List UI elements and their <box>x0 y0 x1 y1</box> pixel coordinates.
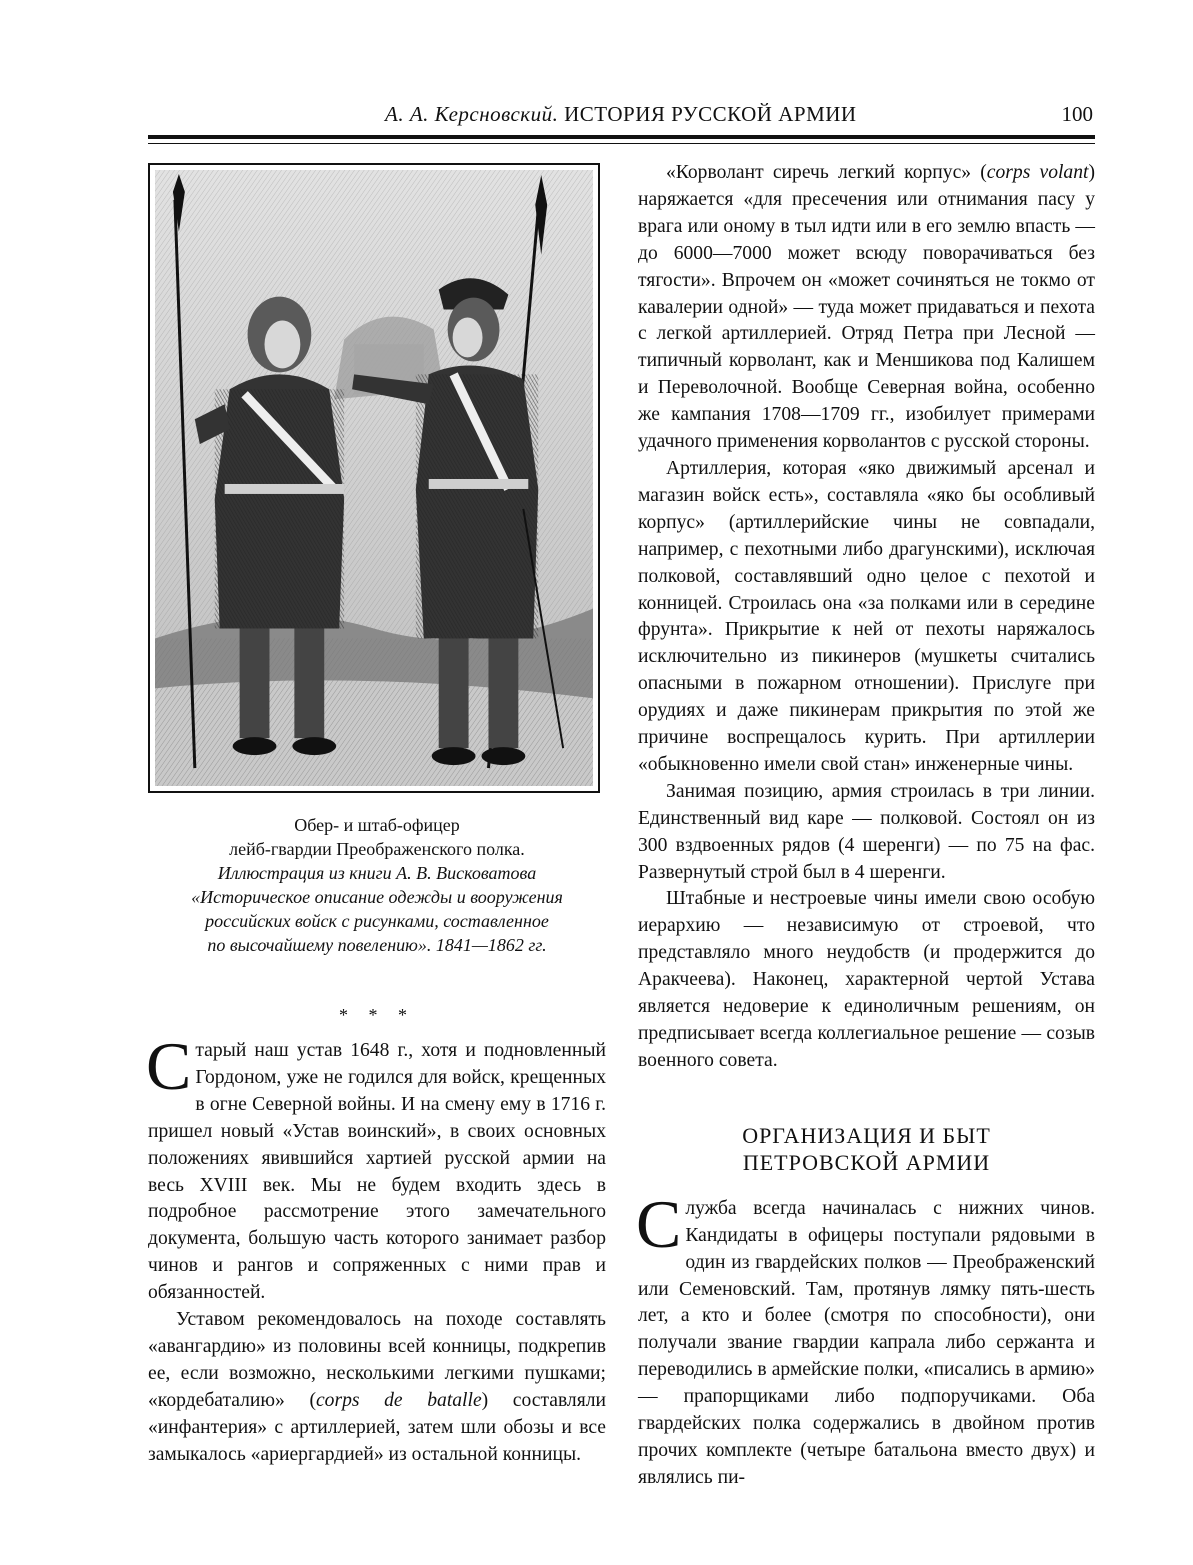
paragraph <box>638 160 1095 456</box>
illustration-frame <box>148 163 600 793</box>
section-separator: * * * <box>339 1005 415 1025</box>
figure-caption <box>148 813 606 957</box>
caption-source-line: Иллюстрация из книги А. В. Висковатова <box>217 863 537 883</box>
section-title <box>638 1122 1095 1176</box>
right-column <box>638 160 1095 1492</box>
header-book-title: ИСТОРИЯ РУССКОЙ АРМИИ <box>564 102 857 126</box>
header-rule-thick <box>148 135 1095 139</box>
drop-cap: С <box>636 1185 682 1262</box>
paragraph <box>148 1307 606 1468</box>
paragraph-text: тарый наш устав 1648 г., хотя и подновленный Гордоном, уже не годился для войск, крещенных в огне Северной войны. И на смену ему в 1716 г. пришел новый «Устав воинский», в своих основных положениях явившийся хартией русской армии на весь XVIII век. Мы не будем входить здесь в подробное рассмотрение этого замечательного документа, большую часть которого занимает разбор чинов и рангов и сопряженных с ними прав и обязанностей. <box>148 1040 606 1304</box>
caption-source-line: «Историческое описание одежды и вооружения <box>191 887 563 907</box>
paragraph-text: ) наряжается «для пресечения или отнимания пасу у врага или оному в тыл идти или в его землю впасть — до 6000—7000 может всюду поворачиваться без тягости». Впрочем он «может сочиняться не токмо от кавалерии одной» — туда может придаваться и пехота с легкой артиллерией. Отряд Петра при Лесной — типичный корволант, как и Меншикова под Калишем и Переволочной. Вообще Северная война, особенно же кампания 1708—1709 гг., изобилует примерами удачного применения корволантов с русской стороны. <box>638 162 1096 453</box>
section-title-line: ПЕТРОВСКОЙ АРМИИ <box>742 1149 991 1175</box>
header-author: А. А. Керсновский. <box>385 102 559 126</box>
running-title <box>385 102 857 127</box>
paragraph <box>146 1028 606 1307</box>
paragraph-text: «Корволант сиречь легкий корпус» ( <box>666 162 987 183</box>
paragraph: Артиллерия, которая «яко движимый арсенал и магазин войск есть», составляла «яко бы особливый корпус» (артиллерийские чины не совпадали, например, с пехотными либо драгунскими), исключая полковой, составлявший одно целое с пехотой и конницей. Строилась она «за полками или в середине фрунта». Прикрытие к ней от пехоты наряжалось исключительно из пикинеров (мушкеты считались опасными в пожарном отношении). Прислуге при орудиях и даже пикинерам прикрытия по этой же причине воспрещалось курить. При артиллерии «обыкновенно имели свой стан» инженерные чины. <box>638 457 1095 775</box>
section-title-line: ОРГАНИЗАЦИЯ И БЫТ <box>742 1122 991 1148</box>
drop-cap: С <box>146 1028 192 1104</box>
caption-source-line: российских войск с рисунками, составленное <box>205 911 549 931</box>
paragraph-text: ) составляли «инфантерия» с артиллерией, затем шли обозы и все замыкалось «ариергардией» из остальной конницы. <box>148 1389 606 1465</box>
latin-term: corps de batalle <box>315 1389 482 1411</box>
paragraph-text: лужба всегда начиналась с нижних чинов. Кандидаты в офицеры поступали рядовыми в один из гвардейских полков — Преображенский или Семеновский. Там, протянув лямку пять-шесть лет, а кто и более (смотря по способности), они получали звание гвардии капрала либо сержанта и переводились в армейские полки, «писались в армию» — прапорщиками либо подпоручиками. Оба гвардейских полка содержались в двойном против прочих комплекте (четыре батальона вместо двух) и являлись пи- <box>638 1197 1095 1488</box>
caption-source-line: по высочайшему повелению». 1841—1862 гг. <box>207 935 547 955</box>
paragraph-text: Уставом рекомендовалось на походе составлять «авангардию» из половины всей конницы, подкрепив ее, если возможно, несколькими легкими пушками; «кордебаталию» ( <box>148 1309 606 1411</box>
caption-line: лейб-гвардии Преображенского полка. <box>229 839 525 859</box>
page-number: 100 <box>1061 102 1093 126</box>
header-rule-thin <box>148 143 1095 144</box>
running-header <box>150 100 1095 130</box>
left-column <box>148 163 606 1469</box>
engraving-two-officers-icon <box>155 170 593 786</box>
caption-line: Обер- и штаб-офицер <box>294 815 460 835</box>
paragraph: Штабные и нестроевые чины имели свою особую иерархию — независимую от строевой, что представляло много неудобств (и продержится до Аракчеева). Наконец, характерной чертой Устава является недоверие к единоличным решениям, он предписывает всегда коллегиальное решение — созыв военного совета. <box>638 888 1095 1071</box>
latin-term: corps volant <box>986 162 1089 183</box>
paragraph: Занимая позицию, армия строилась в три линии. Единственный вид каре — полковой. Состоял он из 300 вздвоенных рядов (4 шеренги) — по 75 на фас. Развернутый строй был в 4 шеренги. <box>638 780 1095 883</box>
paragraph <box>636 1185 1095 1492</box>
